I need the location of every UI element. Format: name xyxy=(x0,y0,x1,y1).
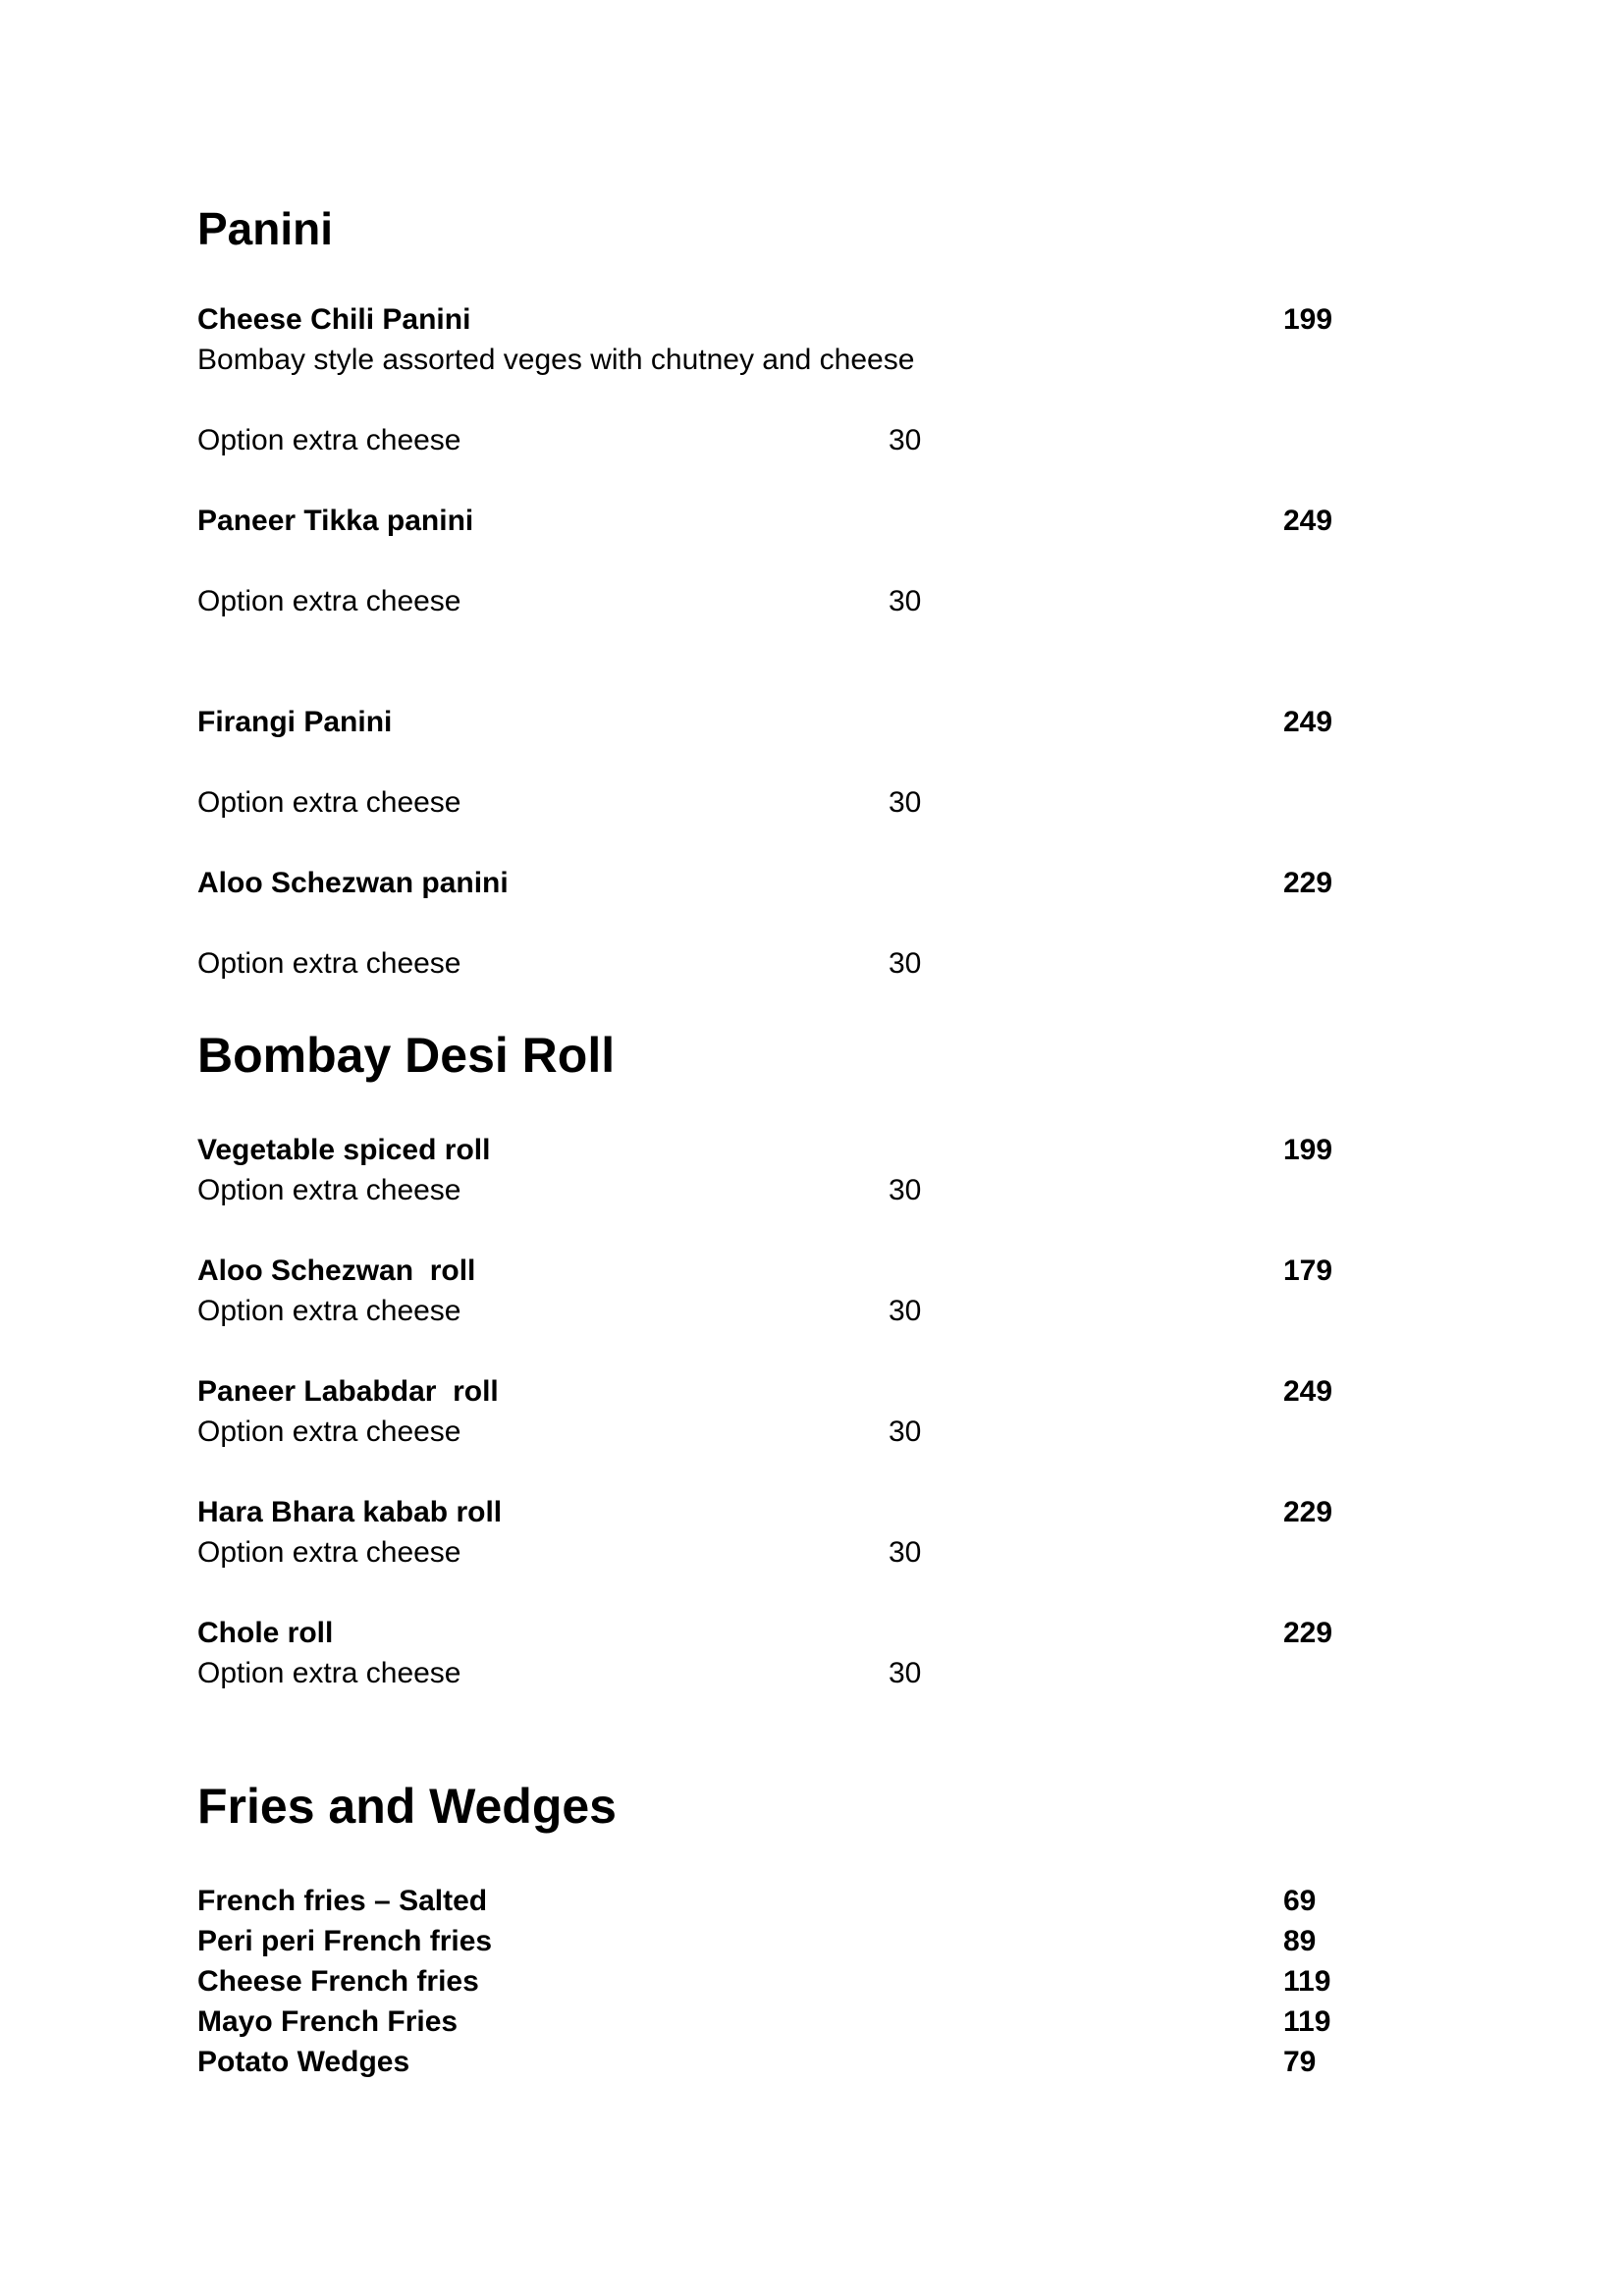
option-label: Option extra cheese xyxy=(197,1657,461,1689)
option-label: Option extra cheese xyxy=(197,786,461,819)
section-title-fries: Fries and Wedges xyxy=(197,1779,617,1834)
item-name: Paneer Tikka panini xyxy=(197,505,474,537)
item-price: 229 xyxy=(1283,867,1333,899)
item-name: Paneer Lababdar roll xyxy=(197,1375,499,1408)
item-name: Vegetable spiced roll xyxy=(197,1134,491,1166)
item-price: 199 xyxy=(1283,1134,1333,1166)
section-title-panini: Panini xyxy=(197,203,334,254)
option-price: 30 xyxy=(889,1415,922,1448)
item-price: 249 xyxy=(1283,505,1333,537)
item-price: 229 xyxy=(1283,1617,1333,1649)
item-name: Hara Bhara kabab roll xyxy=(197,1496,503,1528)
item-name: Chole roll xyxy=(197,1617,334,1649)
item-price: 119 xyxy=(1283,2005,1331,2038)
option-label: Option extra cheese xyxy=(197,585,461,617)
item-price: 69 xyxy=(1283,1885,1317,1917)
item-description: Bombay style assorted veges with chutney and cheese xyxy=(197,344,915,376)
item-price: 79 xyxy=(1283,2046,1317,2078)
option-label: Option extra cheese xyxy=(197,1295,461,1327)
item-price: 249 xyxy=(1283,706,1333,738)
item-name: Peri peri French fries xyxy=(197,1925,493,1957)
item-name: Cheese French fries xyxy=(197,1965,479,1998)
item-price: 199 xyxy=(1283,303,1333,336)
option-price: 30 xyxy=(889,1174,922,1206)
item-price: 249 xyxy=(1283,1375,1333,1408)
option-label: Option extra cheese xyxy=(197,1536,461,1569)
option-price: 30 xyxy=(889,424,922,456)
item-name: French fries – Salted xyxy=(197,1885,488,1917)
option-price: 30 xyxy=(889,1295,922,1327)
section-title-rolls: Bombay Desi Roll xyxy=(197,1028,616,1083)
item-name: Aloo Schezwan panini xyxy=(197,867,509,899)
option-price: 30 xyxy=(889,786,922,819)
item-name: Aloo Schezwan roll xyxy=(197,1255,476,1287)
option-label: Option extra cheese xyxy=(197,1415,461,1448)
item-name: Mayo French Fries xyxy=(197,2005,459,2038)
option-price: 30 xyxy=(889,1657,922,1689)
item-price: 229 xyxy=(1283,1496,1333,1528)
option-label: Option extra cheese xyxy=(197,424,461,456)
option-price: 30 xyxy=(889,947,922,980)
item-price: 179 xyxy=(1283,1255,1333,1287)
item-name: Cheese Chili Panini xyxy=(197,303,471,336)
option-label: Option extra cheese xyxy=(197,947,461,980)
option-price: 30 xyxy=(889,1536,922,1569)
option-label: Option extra cheese xyxy=(197,1174,461,1206)
item-name: Potato Wedges xyxy=(197,2046,410,2078)
option-price: 30 xyxy=(889,585,922,617)
item-price: 89 xyxy=(1283,1925,1317,1957)
item-name: Firangi Panini xyxy=(197,706,393,738)
item-price: 119 xyxy=(1283,1965,1331,1998)
